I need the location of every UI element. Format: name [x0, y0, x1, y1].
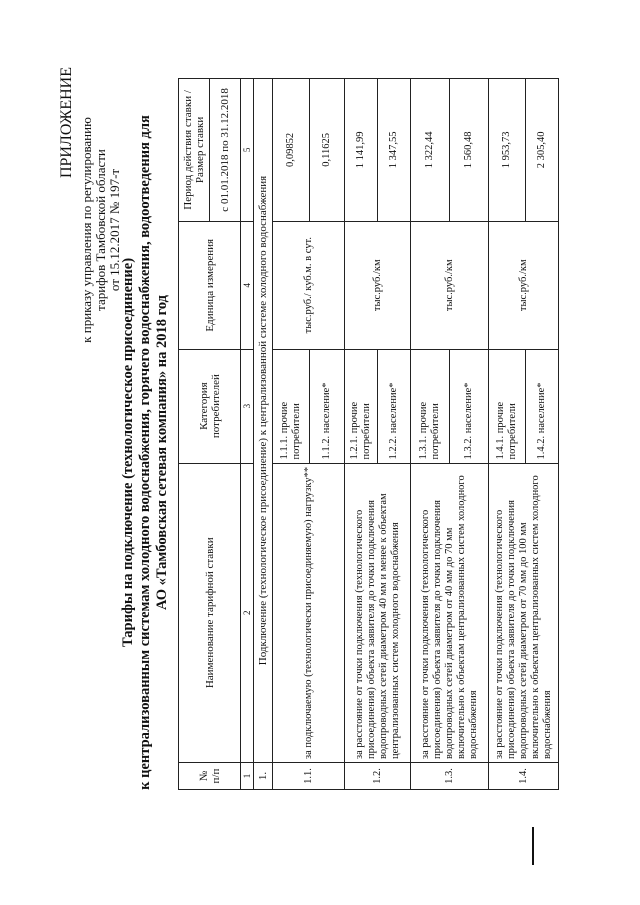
header-category: Категория потребителей	[179, 349, 241, 463]
section-num: 1.	[254, 763, 273, 790]
row-num: 1.2.	[345, 763, 411, 790]
row-category: 1.3.2. население*	[450, 349, 489, 463]
row-category: 1.4.1. прочие потребители	[489, 349, 526, 463]
row-num: 1.4.	[489, 763, 559, 790]
row-unit: тыс.руб./км	[411, 221, 489, 349]
row-num: 1.3.	[411, 763, 489, 790]
row-unit: тыс.руб./км	[345, 221, 411, 349]
col-number: 4	[241, 221, 254, 349]
row-unit: тыс.руб./км	[489, 221, 559, 349]
row-value: 2 305,40	[526, 79, 559, 222]
table-row	[411, 79, 450, 790]
section-row	[254, 79, 273, 790]
row-value: 0,11625	[310, 79, 345, 222]
heading-line-2: к централизованным системам холодного водоснабжения, горячего водоснабжения, водоотведения для	[137, 115, 153, 790]
row-category: 1.1.1. прочие потребители	[273, 349, 310, 463]
row-name: за подключаемую (технологически присоединяемую) нагрузку**	[273, 463, 345, 762]
header-period: Период действия ставки /Размер ставки	[179, 79, 210, 222]
row-category: 1.2.2. население*	[378, 349, 411, 463]
table-row	[489, 79, 526, 790]
col-number: 5	[241, 79, 254, 222]
row-value: 0,09852	[273, 79, 310, 222]
row-category: 1.3.1. прочие потребители	[411, 349, 450, 463]
column-number-row	[241, 79, 254, 790]
row-name: за расстояние от точки подключения (технологического присоединения) объекта заявителя до точки подключения водопроводных сетей диаметром от 40 мм до 70 мм включительно к объектам централизованных систем холодного водоснабжения	[411, 463, 489, 762]
section-title: Подключение (технологическое присоединение) к централизованной системе холодного водоснабжения	[254, 79, 273, 763]
footnote-divider	[532, 827, 534, 865]
row-unit: тыс.руб./ куб.м. в сут.	[273, 221, 345, 349]
row-value: 1 953,73	[489, 79, 526, 222]
col-number: 2	[241, 463, 254, 762]
row-value: 1 322,44	[411, 79, 450, 222]
appendix-line-3: от 15.12.2017 № 197-т	[107, 168, 122, 292]
header-num: № п/п	[179, 763, 241, 790]
row-num: 1.1.	[273, 763, 345, 790]
row-name: за расстояние от точки подключения (технологического присоединения) объекта заявителя до точки подключения водопроводных сетей диаметром от 70 мм до 100 мм включительно к объектам централизованных систем холодного водоснабжения	[489, 463, 559, 762]
row-value: 1 141,99	[345, 79, 378, 222]
table-row	[273, 79, 310, 790]
col-number: 1	[241, 763, 254, 790]
tariff-table	[178, 78, 559, 790]
row-value: 1 560,48	[450, 79, 489, 222]
row-category: 1.2.1. прочие потребители	[345, 349, 378, 463]
col-number: 3	[241, 349, 254, 463]
header-unit: Единица измерения	[179, 221, 241, 349]
header-name: Наименование тарифной ставки	[179, 463, 241, 762]
appendix-line-1: к приказу управления по регулированию	[79, 117, 94, 343]
header-period-dates: с 01.01.2018 по 31.12.2018	[210, 79, 241, 222]
heading-line-3: АО «Тамбовская сетевая компания» на 2018 год	[154, 294, 170, 611]
table-header-row	[179, 79, 210, 790]
row-category: 1.1.2. население*	[310, 349, 345, 463]
row-category: 1.4.2. население*	[526, 349, 559, 463]
table-row	[345, 79, 378, 790]
row-name: за расстояние от точки подключения (технологического присоединения) объекта заявителя до точки подключения водопроводных сетей диаметром 40 мм и менее к объектам централизованных систем холодного водоснабжения	[345, 463, 411, 762]
appendix-title: ПРИЛОЖЕНИЕ	[58, 67, 75, 179]
row-value: 1 347,55	[378, 79, 411, 222]
heading-line-1: Тарифы на подключение (технологическое присоединение)	[120, 257, 136, 648]
appendix-line-2: тарифов Тамбовской области	[93, 149, 108, 311]
